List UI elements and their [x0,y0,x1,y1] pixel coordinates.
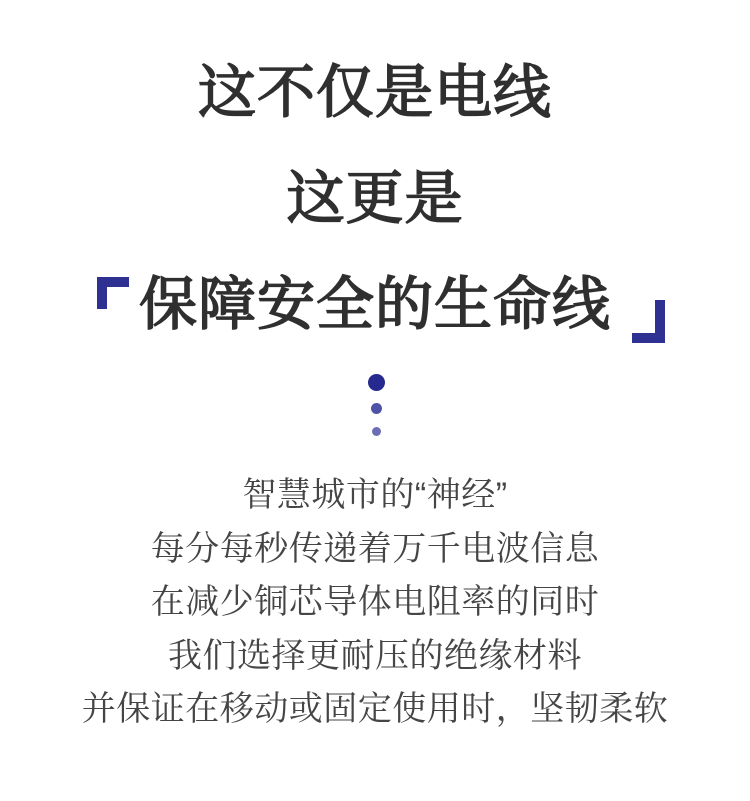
headline-line-3: 保障安全的生命线 [138,272,611,337]
body-line: 我们选择更耐压的绝缘材料 [168,636,582,675]
body-line: 并保证在移动或固定使用时，坚韧柔软 [81,690,669,729]
right-corner-bracket-icon [632,300,665,343]
divider-dot-1 [368,374,385,391]
headline-line-2: 这更是 [286,166,464,231]
headline-line-1: 这不仅是电线 [197,60,552,125]
body-line: 智慧城市的“神经” [242,476,508,514]
divider-dot-2 [371,403,382,414]
body-paragraph [0,469,750,737]
divider-dot-3 [372,427,381,436]
body-line: 每分每秒传递着万千电波信息 [150,529,600,568]
body-line: 在减少铜芯导体电阻率的同时 [150,583,600,622]
